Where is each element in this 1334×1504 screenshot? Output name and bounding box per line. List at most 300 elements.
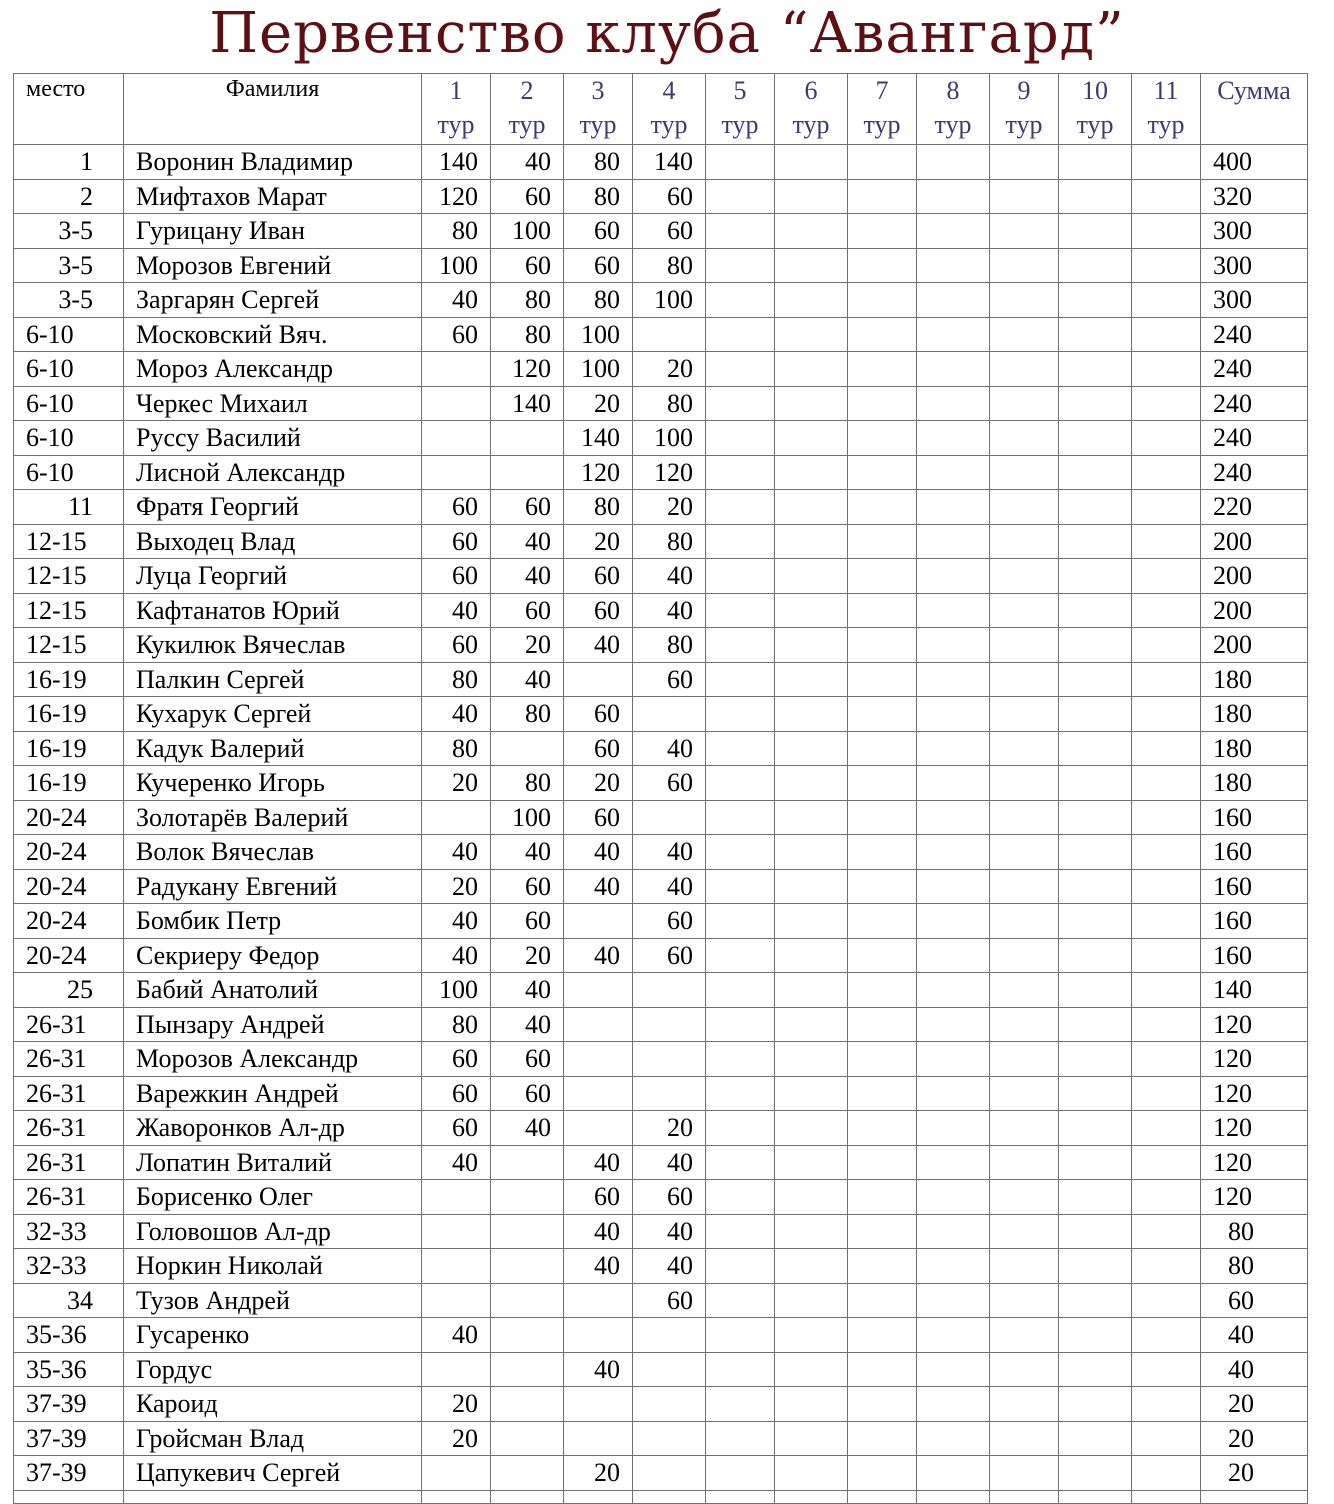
- score-cell-tour-2: [491, 731, 564, 766]
- score-cell-tour-11: [1132, 283, 1201, 318]
- score-cell-tour-6: [775, 697, 848, 732]
- score-cell-tour-2: 80: [491, 317, 564, 352]
- score-cell-tour-7: [848, 628, 917, 663]
- score-cell-tour-7: [848, 800, 917, 835]
- score-cell-tour-8: [917, 800, 990, 835]
- score-cell-tour-3: 60: [564, 214, 633, 249]
- table-row: [14, 214, 1308, 249]
- score-cell-tour-10: [1059, 1007, 1132, 1042]
- sum-cell: 200: [1201, 559, 1308, 594]
- score-cell-tour-7: [848, 490, 917, 525]
- score-cell-tour-9: [990, 766, 1059, 801]
- score-cell-tour-6: [775, 973, 848, 1008]
- score-cell-tour-11: [1132, 1076, 1201, 1111]
- score-cell-tour-4: 80: [633, 628, 706, 663]
- score-cell-tour-1: 60: [422, 490, 491, 525]
- place-cell: 6-10: [14, 386, 124, 421]
- score-cell-tour-3: 40: [564, 1352, 633, 1387]
- sum-cell: 120: [1201, 1180, 1308, 1215]
- tour-word: тур: [437, 110, 475, 139]
- score-cell-tour-2: 60: [491, 1076, 564, 1111]
- score-cell-tour-2: [491, 1456, 564, 1491]
- score-cell-tour-5: [706, 593, 775, 628]
- score-cell-tour-4: 80: [633, 386, 706, 421]
- sum-cell: 180: [1201, 662, 1308, 697]
- score-cell-tour-10: [1059, 662, 1132, 697]
- score-cell-tour-5: [706, 283, 775, 318]
- score-cell-tour-11: [1132, 352, 1201, 387]
- score-cell-tour-3: 40: [564, 835, 633, 870]
- score-cell-tour-11: [1132, 1318, 1201, 1353]
- table-row: [14, 1387, 1308, 1422]
- score-cell-tour-4: 80: [633, 524, 706, 559]
- score-cell-tour-8: [917, 1456, 990, 1491]
- score-cell-tour-8: [917, 248, 990, 283]
- score-cell-tour-8: [917, 628, 990, 663]
- score-cell-tour-2: 60: [491, 490, 564, 525]
- score-cell-tour-3: 40: [564, 628, 633, 663]
- header-tour-5: [706, 74, 775, 145]
- tour-word: тур: [934, 110, 972, 139]
- table-row: [14, 869, 1308, 904]
- score-cell-tour-3: 40: [564, 938, 633, 973]
- score-cell-tour-11: [1132, 386, 1201, 421]
- score-cell-tour-5: [706, 731, 775, 766]
- score-cell-tour-5: [706, 352, 775, 387]
- table-row: [14, 179, 1308, 214]
- score-cell-tour-10: [1059, 697, 1132, 732]
- score-cell-tour-5: [706, 1352, 775, 1387]
- tour-word: тур: [1147, 110, 1185, 139]
- score-cell-tour-4: [633, 697, 706, 732]
- score-cell-tour-10: [1059, 904, 1132, 939]
- score-cell-tour-7: [848, 1421, 917, 1456]
- tour-word: тур: [792, 110, 830, 139]
- score-cell-tour-9: [990, 1076, 1059, 1111]
- score-cell-tour-9: [990, 386, 1059, 421]
- header-tour-3: [564, 74, 633, 145]
- name-cell: Пынзару Андрей: [124, 1007, 422, 1042]
- name-cell: Борисенко Олег: [124, 1180, 422, 1215]
- score-cell-tour-3: [564, 1318, 633, 1353]
- place-cell: 12-15: [14, 524, 124, 559]
- score-cell-tour-11: [1132, 145, 1201, 180]
- score-cell-tour-5: [706, 835, 775, 870]
- score-cell-tour-3: [564, 1042, 633, 1077]
- table-row: [14, 1007, 1308, 1042]
- score-cell-tour-10: [1059, 145, 1132, 180]
- score-cell-tour-3: 80: [564, 490, 633, 525]
- sum-cell: 400: [1201, 145, 1308, 180]
- score-cell-tour-10: [1059, 869, 1132, 904]
- sum-cell: 80: [1201, 1214, 1308, 1249]
- score-cell-tour-6: [775, 731, 848, 766]
- place-cell: 6-10: [14, 352, 124, 387]
- score-cell-tour-8: [917, 1007, 990, 1042]
- score-cell-tour-5: [706, 662, 775, 697]
- score-cell-tour-11: [1132, 1042, 1201, 1077]
- score-cell-tour-9: [990, 1145, 1059, 1180]
- score-cell-tour-6: [775, 1042, 848, 1077]
- score-cell-tour-2: [491, 455, 564, 490]
- score-cell-tour-7: [848, 593, 917, 628]
- sum-cell: 40: [1201, 1318, 1308, 1353]
- name-cell: Бабий Анатолий: [124, 973, 422, 1008]
- score-cell-tour-3: 20: [564, 1456, 633, 1491]
- name-cell: Кафтанатов Юрий: [124, 593, 422, 628]
- table-row: [14, 1145, 1308, 1180]
- score-cell-tour-10: [1059, 1352, 1132, 1387]
- score-cell-tour-3: 80: [564, 283, 633, 318]
- score-cell-tour-11: [1132, 869, 1201, 904]
- score-cell-tour-2: 60: [491, 179, 564, 214]
- score-cell-tour-3: 60: [564, 731, 633, 766]
- table-row: [14, 490, 1308, 525]
- name-cell: Морозов Евгений: [124, 248, 422, 283]
- table-row: [14, 835, 1308, 870]
- score-cell-tour-10: [1059, 1214, 1132, 1249]
- score-cell-tour-1: 60: [422, 559, 491, 594]
- score-cell-tour-7: [848, 973, 917, 1008]
- score-cell-tour-5: [706, 973, 775, 1008]
- table-row: [14, 731, 1308, 766]
- name-cell: Мифтахов Марат: [124, 179, 422, 214]
- name-cell: Головошов Ал-др: [124, 1214, 422, 1249]
- score-cell-tour-6: [775, 214, 848, 249]
- sum-cell: 240: [1201, 386, 1308, 421]
- score-cell-tour-8: [917, 1283, 990, 1318]
- score-cell-tour-1: 40: [422, 1145, 491, 1180]
- score-cell-tour-3: 40: [564, 869, 633, 904]
- score-cell-tour-3: 20: [564, 766, 633, 801]
- sum-cell: 180: [1201, 731, 1308, 766]
- tour-number: 1: [449, 76, 463, 105]
- score-cell-tour-8: [917, 214, 990, 249]
- score-cell-tour-7: [848, 248, 917, 283]
- score-cell-tour-8: [917, 1145, 990, 1180]
- score-cell-tour-5: [706, 1180, 775, 1215]
- place-cell: 16-19: [14, 731, 124, 766]
- score-cell-tour-2: 40: [491, 1007, 564, 1042]
- score-cell-tour-11: [1132, 1456, 1201, 1491]
- score-cell-tour-9: [990, 248, 1059, 283]
- score-cell-tour-11: [1132, 904, 1201, 939]
- score-cell-tour-2: 40: [491, 524, 564, 559]
- name-cell: Кукилюк Вячеслав: [124, 628, 422, 663]
- place-cell: 20-24: [14, 800, 124, 835]
- place-cell: 6-10: [14, 317, 124, 352]
- sum-cell: 200: [1201, 593, 1308, 628]
- score-cell-tour-11: [1132, 214, 1201, 249]
- score-cell-tour-7: [848, 869, 917, 904]
- sum-cell: 320: [1201, 179, 1308, 214]
- score-cell-tour-9: [990, 1283, 1059, 1318]
- place-cell: 20-24: [14, 904, 124, 939]
- score-cell-tour-7: [848, 904, 917, 939]
- score-cell-tour-8: [917, 766, 990, 801]
- name-cell: Золотарёв Валерий: [124, 800, 422, 835]
- score-cell-tour-1: [422, 800, 491, 835]
- score-cell-tour-6: [775, 938, 848, 973]
- table-row: [14, 1249, 1308, 1284]
- score-cell-tour-6: [775, 1318, 848, 1353]
- score-cell-tour-2: [491, 1352, 564, 1387]
- score-cell-tour-3: 60: [564, 1180, 633, 1215]
- score-cell-tour-3: 60: [564, 559, 633, 594]
- sum-cell: 60: [1201, 1283, 1308, 1318]
- score-cell-tour-1: 60: [422, 317, 491, 352]
- tour-number: 4: [662, 76, 676, 105]
- score-cell-tour-11: [1132, 1249, 1201, 1284]
- score-cell-tour-5: [706, 697, 775, 732]
- score-cell-tour-5: [706, 455, 775, 490]
- score-cell-tour-5: [706, 904, 775, 939]
- score-cell-tour-4: 40: [633, 1145, 706, 1180]
- score-cell-tour-9: [990, 179, 1059, 214]
- tour-number: 9: [1017, 76, 1031, 105]
- score-cell-tour-10: [1059, 421, 1132, 456]
- score-cell-tour-10: [1059, 766, 1132, 801]
- empty-cell: [491, 1490, 564, 1503]
- score-cell-tour-11: [1132, 593, 1201, 628]
- score-cell-tour-11: [1132, 973, 1201, 1008]
- name-cell: Жаворонков Ал-др: [124, 1111, 422, 1146]
- empty-cell: [775, 1490, 848, 1503]
- score-cell-tour-10: [1059, 283, 1132, 318]
- score-cell-tour-11: [1132, 1352, 1201, 1387]
- score-cell-tour-1: 40: [422, 593, 491, 628]
- score-cell-tour-7: [848, 1111, 917, 1146]
- score-cell-tour-4: 40: [633, 593, 706, 628]
- score-cell-tour-6: [775, 179, 848, 214]
- score-cell-tour-10: [1059, 317, 1132, 352]
- score-cell-tour-4: [633, 1421, 706, 1456]
- score-cell-tour-7: [848, 1387, 917, 1422]
- score-cell-tour-7: [848, 1318, 917, 1353]
- tour-word: тур: [863, 110, 901, 139]
- score-cell-tour-2: 60: [491, 1042, 564, 1077]
- score-cell-tour-5: [706, 524, 775, 559]
- score-cell-tour-7: [848, 1352, 917, 1387]
- score-cell-tour-2: 140: [491, 386, 564, 421]
- score-cell-tour-4: 120: [633, 455, 706, 490]
- header-tour-11: [1132, 74, 1201, 145]
- score-cell-tour-5: [706, 1456, 775, 1491]
- score-cell-tour-7: [848, 1145, 917, 1180]
- sum-cell: 20: [1201, 1421, 1308, 1456]
- sum-cell: 240: [1201, 317, 1308, 352]
- score-cell-tour-11: [1132, 1421, 1201, 1456]
- place-cell: 26-31: [14, 1042, 124, 1077]
- score-cell-tour-4: 100: [633, 283, 706, 318]
- score-cell-tour-3: [564, 1283, 633, 1318]
- score-cell-tour-2: 60: [491, 904, 564, 939]
- score-cell-tour-8: [917, 1421, 990, 1456]
- score-cell-tour-9: [990, 869, 1059, 904]
- score-cell-tour-3: 100: [564, 352, 633, 387]
- tour-word: тур: [1005, 110, 1043, 139]
- score-cell-tour-10: [1059, 386, 1132, 421]
- place-cell: 20-24: [14, 835, 124, 870]
- score-cell-tour-10: [1059, 559, 1132, 594]
- score-cell-tour-6: [775, 1214, 848, 1249]
- sum-cell: 120: [1201, 1007, 1308, 1042]
- score-cell-tour-11: [1132, 179, 1201, 214]
- sum-cell: 20: [1201, 1387, 1308, 1422]
- score-cell-tour-1: 100: [422, 248, 491, 283]
- score-cell-tour-2: 80: [491, 766, 564, 801]
- score-cell-tour-4: 40: [633, 869, 706, 904]
- score-cell-tour-2: [491, 1421, 564, 1456]
- score-cell-tour-10: [1059, 1145, 1132, 1180]
- score-cell-tour-6: [775, 248, 848, 283]
- score-cell-tour-7: [848, 731, 917, 766]
- score-cell-tour-2: 40: [491, 559, 564, 594]
- score-cell-tour-10: [1059, 973, 1132, 1008]
- score-cell-tour-2: 100: [491, 214, 564, 249]
- table-row: [14, 662, 1308, 697]
- score-cell-tour-2: [491, 421, 564, 456]
- score-cell-tour-8: [917, 1111, 990, 1146]
- place-cell: 26-31: [14, 1180, 124, 1215]
- sum-cell: 180: [1201, 697, 1308, 732]
- score-cell-tour-9: [990, 283, 1059, 318]
- score-cell-tour-11: [1132, 1007, 1201, 1042]
- score-cell-tour-8: [917, 559, 990, 594]
- score-cell-tour-5: [706, 145, 775, 180]
- score-cell-tour-2: 40: [491, 1111, 564, 1146]
- score-cell-tour-6: [775, 1111, 848, 1146]
- score-cell-tour-4: 60: [633, 904, 706, 939]
- score-cell-tour-4: 60: [633, 766, 706, 801]
- place-cell: 16-19: [14, 697, 124, 732]
- score-cell-tour-8: [917, 1387, 990, 1422]
- score-cell-tour-5: [706, 1318, 775, 1353]
- score-cell-tour-4: 60: [633, 214, 706, 249]
- tour-number: 2: [520, 76, 534, 105]
- table-row: [14, 524, 1308, 559]
- score-cell-tour-2: [491, 1387, 564, 1422]
- score-cell-tour-10: [1059, 835, 1132, 870]
- place-cell: 6-10: [14, 455, 124, 490]
- name-cell: Луца Георгий: [124, 559, 422, 594]
- score-cell-tour-6: [775, 386, 848, 421]
- sum-cell: 20: [1201, 1456, 1308, 1491]
- score-cell-tour-1: 20: [422, 1421, 491, 1456]
- score-cell-tour-4: [633, 1042, 706, 1077]
- score-cell-tour-6: [775, 766, 848, 801]
- sum-cell: 160: [1201, 835, 1308, 870]
- score-cell-tour-6: [775, 455, 848, 490]
- place-cell: 12-15: [14, 593, 124, 628]
- score-cell-tour-8: [917, 904, 990, 939]
- sum-cell: 180: [1201, 766, 1308, 801]
- place-cell: 26-31: [14, 1111, 124, 1146]
- score-cell-tour-9: [990, 455, 1059, 490]
- score-cell-tour-8: [917, 731, 990, 766]
- table-row: [14, 1283, 1308, 1318]
- score-cell-tour-10: [1059, 455, 1132, 490]
- score-cell-tour-3: [564, 1111, 633, 1146]
- place-cell: 37-39: [14, 1421, 124, 1456]
- header-tour-9: [990, 74, 1059, 145]
- score-cell-tour-1: [422, 1180, 491, 1215]
- table-row: [14, 628, 1308, 663]
- table-row: [14, 938, 1308, 973]
- score-cell-tour-2: [491, 1214, 564, 1249]
- score-cell-tour-5: [706, 1007, 775, 1042]
- score-cell-tour-2: 120: [491, 352, 564, 387]
- score-cell-tour-9: [990, 352, 1059, 387]
- score-cell-tour-5: [706, 214, 775, 249]
- score-cell-tour-11: [1132, 1145, 1201, 1180]
- score-cell-tour-4: [633, 317, 706, 352]
- score-cell-tour-10: [1059, 490, 1132, 525]
- score-cell-tour-1: 40: [422, 904, 491, 939]
- sum-cell: 140: [1201, 973, 1308, 1008]
- score-cell-tour-5: [706, 490, 775, 525]
- score-cell-tour-7: [848, 386, 917, 421]
- score-cell-tour-9: [990, 559, 1059, 594]
- score-cell-tour-9: [990, 1421, 1059, 1456]
- name-cell: Выходец Влад: [124, 524, 422, 559]
- sum-cell: 240: [1201, 421, 1308, 456]
- place-cell: 20-24: [14, 869, 124, 904]
- score-cell-tour-9: [990, 145, 1059, 180]
- sum-cell: 200: [1201, 628, 1308, 663]
- tour-word: тур: [721, 110, 759, 139]
- score-cell-tour-11: [1132, 1111, 1201, 1146]
- score-cell-tour-3: [564, 1421, 633, 1456]
- name-cell: Бомбик Петр: [124, 904, 422, 939]
- name-cell: Московский Вяч.: [124, 317, 422, 352]
- score-cell-tour-10: [1059, 524, 1132, 559]
- tour-word: тур: [650, 110, 688, 139]
- tour-word: тур: [579, 110, 617, 139]
- score-cell-tour-9: [990, 1318, 1059, 1353]
- score-cell-tour-11: [1132, 697, 1201, 732]
- score-cell-tour-6: [775, 1283, 848, 1318]
- score-cell-tour-1: 120: [422, 179, 491, 214]
- name-cell: Заргарян Сергей: [124, 283, 422, 318]
- place-cell: 37-39: [14, 1387, 124, 1422]
- table-row: [14, 386, 1308, 421]
- score-cell-tour-11: [1132, 1214, 1201, 1249]
- sum-cell: 240: [1201, 352, 1308, 387]
- sum-cell: 220: [1201, 490, 1308, 525]
- score-cell-tour-5: [706, 386, 775, 421]
- score-cell-tour-2: 40: [491, 145, 564, 180]
- header-sum: Сумма: [1201, 74, 1308, 145]
- sum-cell: 120: [1201, 1076, 1308, 1111]
- score-cell-tour-1: [422, 1283, 491, 1318]
- score-cell-tour-7: [848, 1076, 917, 1111]
- place-cell: 37-39: [14, 1456, 124, 1491]
- score-cell-tour-8: [917, 938, 990, 973]
- table-row: [14, 800, 1308, 835]
- empty-cell: [14, 1490, 124, 1503]
- score-cell-tour-8: [917, 283, 990, 318]
- header-tour-2: [491, 74, 564, 145]
- score-cell-tour-3: [564, 1007, 633, 1042]
- score-cell-tour-11: [1132, 455, 1201, 490]
- score-cell-tour-4: [633, 1352, 706, 1387]
- score-cell-tour-10: [1059, 593, 1132, 628]
- score-cell-tour-4: 40: [633, 731, 706, 766]
- name-cell: Воронин Владимир: [124, 145, 422, 180]
- score-cell-tour-8: [917, 352, 990, 387]
- score-cell-tour-8: [917, 973, 990, 1008]
